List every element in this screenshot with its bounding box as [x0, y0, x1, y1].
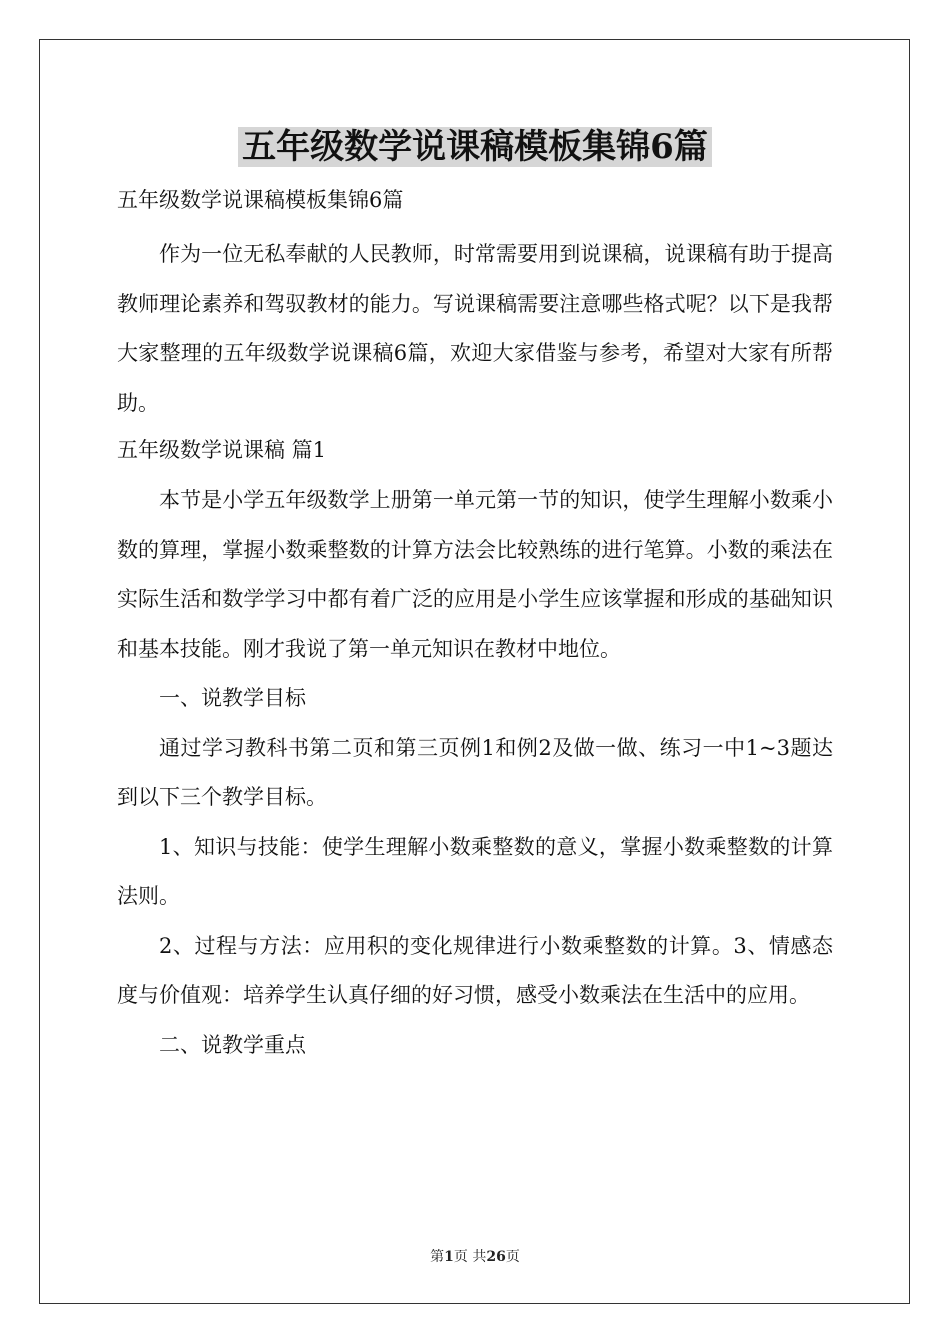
footer-page-suffix: 页 — [505, 1249, 520, 1265]
goal-1-paragraph: 1、知识与技能：使学生理解小数乘整数的意义，掌握小数乘整数的计算法则。 — [117, 834, 833, 908]
footer-page-prefix: 第 — [430, 1249, 445, 1265]
goals-intro-paragraph: 通过学习教科书第二页和第三页例1和例2及做一做、练习一中1~3题达到以下三个教学目标。 — [117, 735, 833, 809]
document-body — [117, 180, 833, 1070]
footer-page-number: 1 — [444, 1249, 454, 1265]
footer-total-pages: 26 — [486, 1249, 506, 1265]
page-footer — [0, 1246, 950, 1266]
document-subtitle: 五年级数学说课稿模板集锦6篇 — [117, 188, 404, 212]
section1-paragraph: 本节是小学五年级数学上册第一单元第一节的知识，使学生理解小数乘小数的算理，掌握小数乘整数的计算方法会比较熟练的进行笔算。小数的乘法在实际生活和数学学习中都有着广泛的应用是小学生应该掌握和形成的基础知识和基本技能。刚才我说了第一单元知识在教材中地位。 — [117, 488, 833, 661]
document-title-text: 五年级数学说课稿模板集锦6篇 — [238, 127, 712, 167]
focus-heading: 二、说教学重点 — [159, 1032, 306, 1057]
document-title — [0, 122, 950, 172]
intro-paragraph: 作为一位无私奉献的人民教师，时常需要用到说课稿，说课稿有助于提高教师理论素养和驾驭教材的能力。写说课稿需要注意哪些格式呢？以下是我帮大家整理的五年级数学说课稿6篇，欢迎大家借鉴与参考，希望对大家有所帮助。 — [117, 242, 833, 415]
footer-page-mid: 页 共 — [453, 1249, 487, 1265]
section-heading-1: 五年级数学说课稿 篇1 — [117, 438, 327, 462]
goal-2-paragraph: 2、过程与方法：应用积的变化规律进行小数乘整数的计算。3、情感态度与价值观：培养学生认真仔细的好习惯，感受小数乘法在生活中的应用。 — [117, 933, 833, 1007]
goals-heading: 一、说教学目标 — [159, 686, 306, 710]
